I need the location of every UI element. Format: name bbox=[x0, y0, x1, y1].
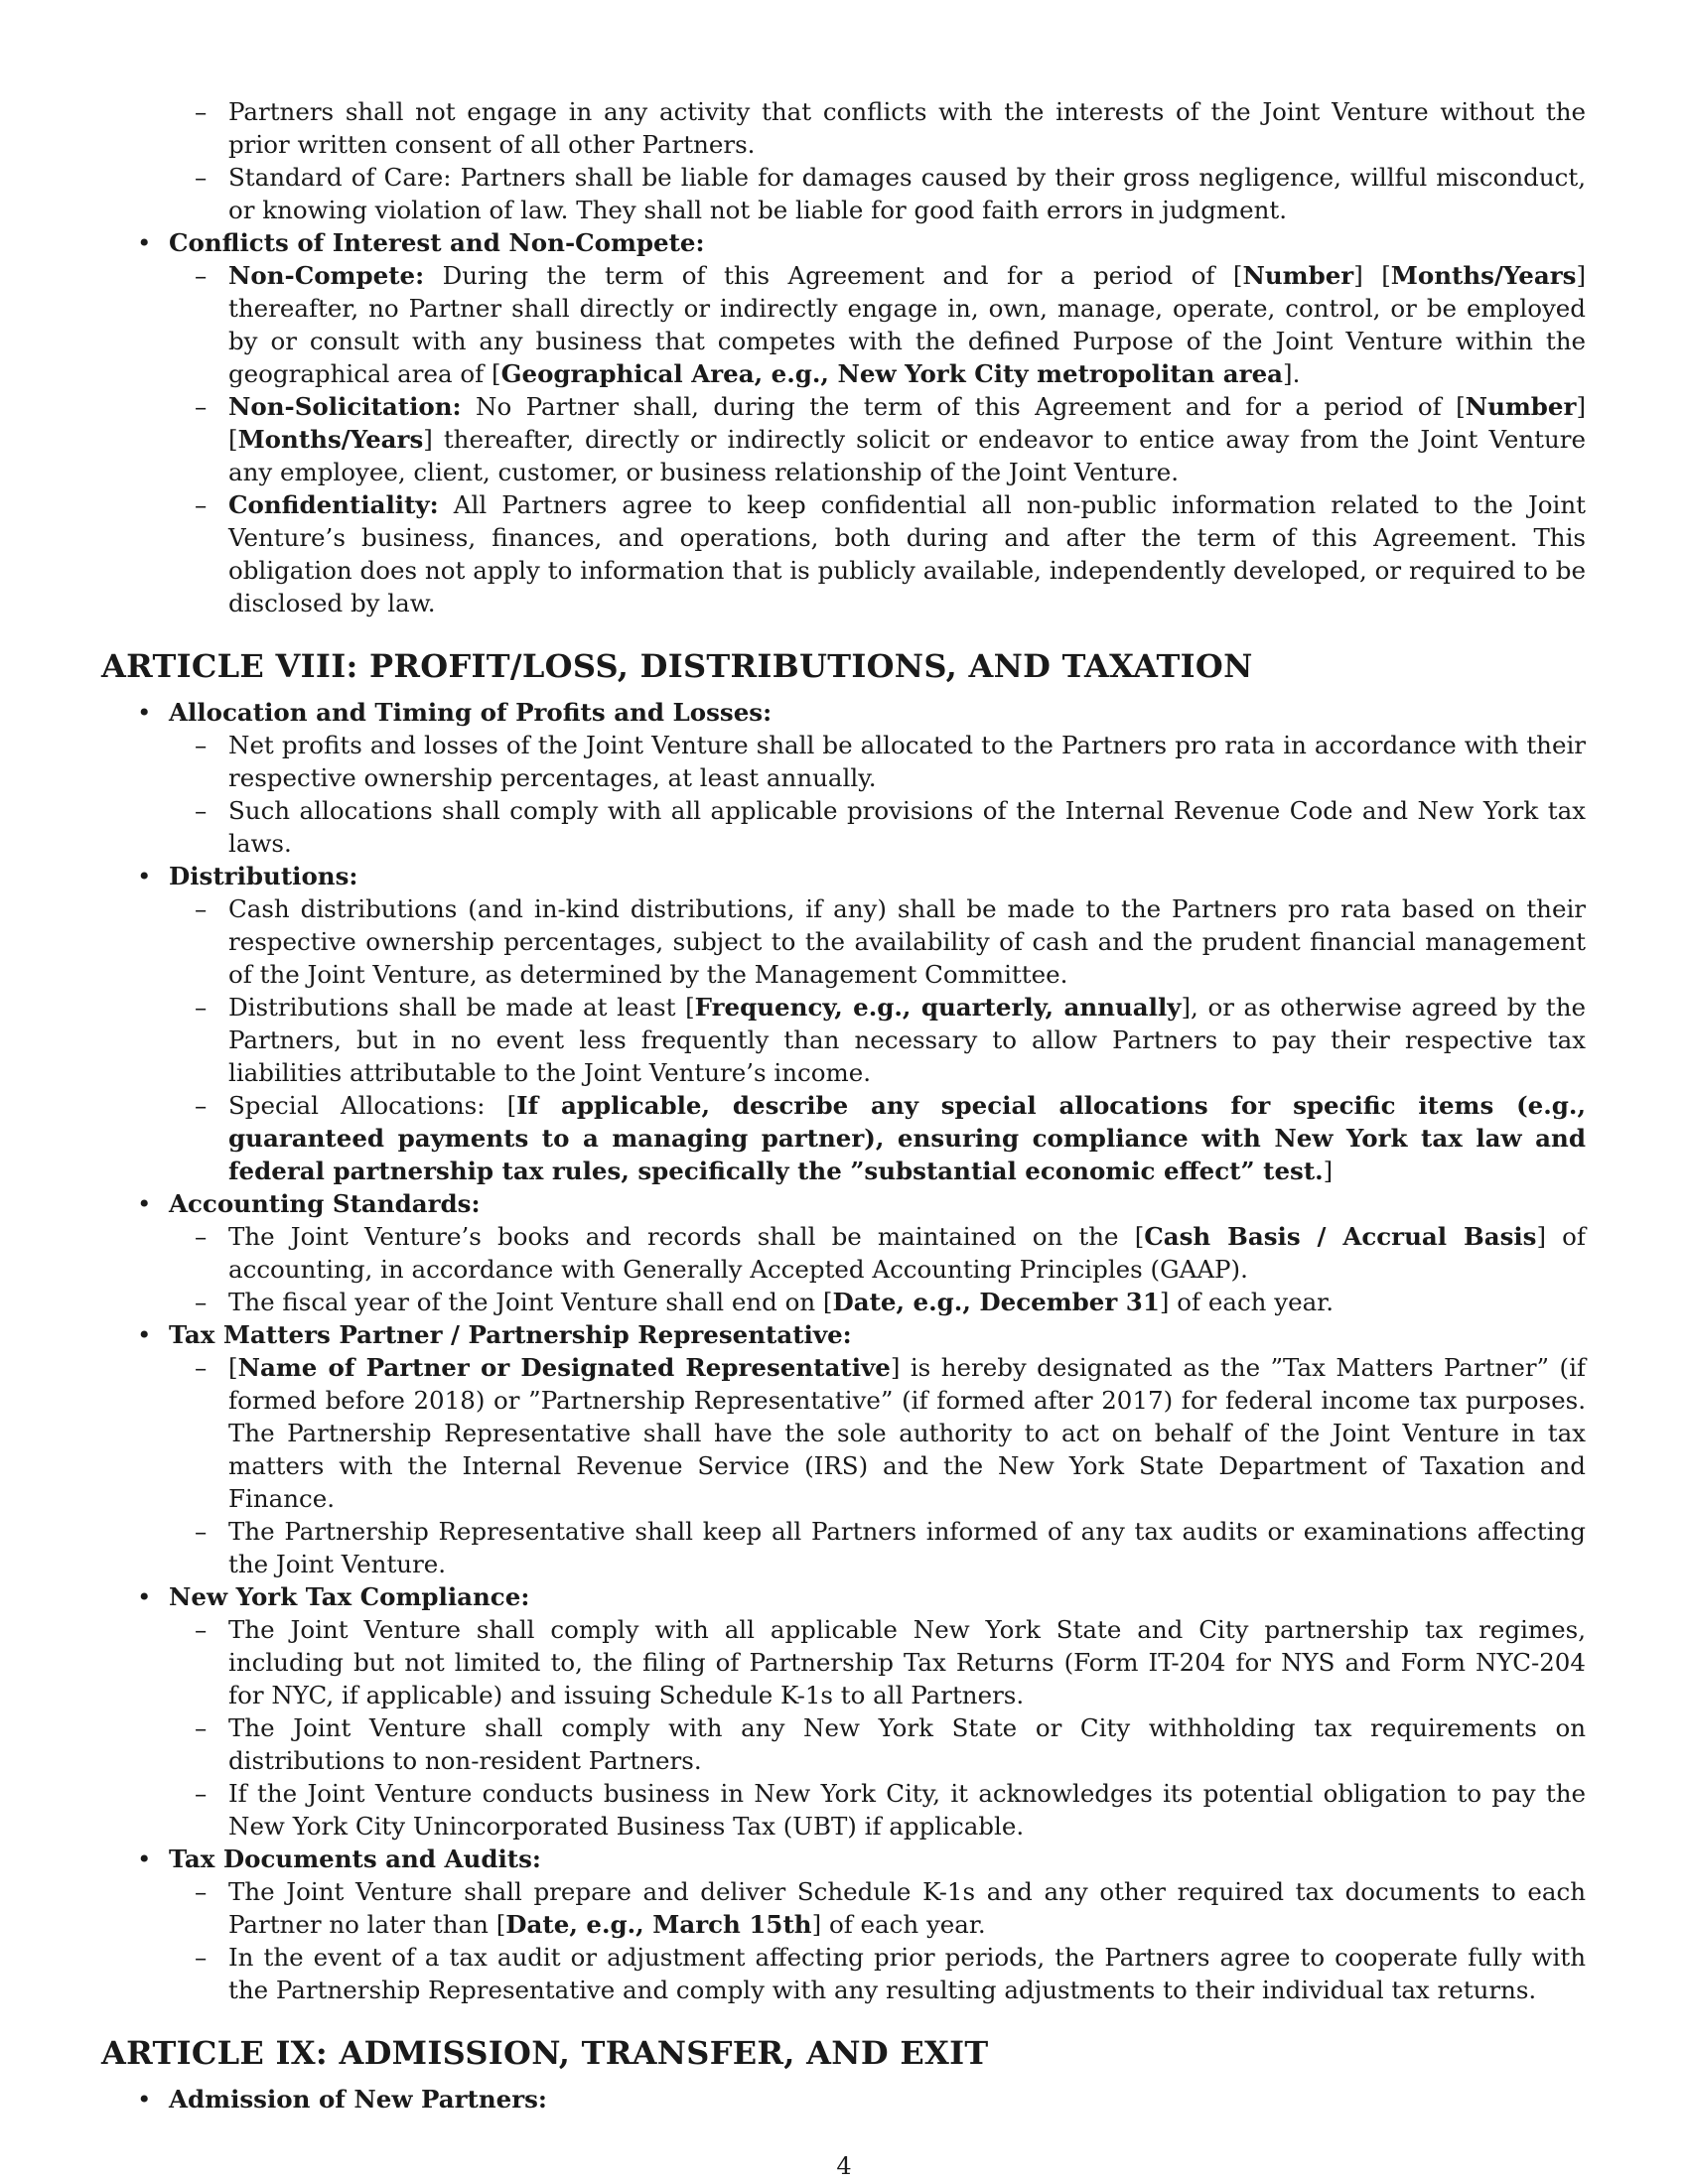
list-item: – Non-Solicitation: No Partner shall, during the term of this Agreement and for a period of [Number] [Months/Years] thereafter, directly or indirectly solicit or endeavor to entice away from the Joint Venture any employee, client, customer, or business relationship of the Joint Venture. bbox=[195, 392, 1586, 486]
section-heading: Tax Matters Partner / Partnership Representative: bbox=[169, 1320, 852, 1349]
section-heading: Conflicts of Interest and Non-Compete: bbox=[169, 228, 705, 257]
bullet-item: • New York Tax Compliance: bbox=[137, 1582, 530, 1611]
list-item: – In the event of a tax audit or adjustment affecting prior periods, the Partners agree to cooperate fully with the Partnership Representative and comply with any resulting adjustments to their individual tax returns. bbox=[195, 1943, 1586, 2004]
bullet-item: • Tax Matters Partner / Partnership Representative: bbox=[137, 1320, 852, 1349]
document-page bbox=[101, 95, 1586, 2116]
article-title: ARTICLE VIII: PROFIT/LOSS, DISTRIBUTIONS, AND TAXATION bbox=[101, 647, 1253, 685]
section-heading: Distributions: bbox=[169, 862, 358, 890]
bullet-item: • Accounting Standards: bbox=[137, 1189, 481, 1218]
list-item: – If the Joint Venture conducts business in New York City, it acknowledges its potential obligation to pay the New York City Unincorporated Business Tax (UBT) if applicable. bbox=[195, 1779, 1586, 1841]
list-item: – Such allocations shall comply with all applicable provisions of the Internal Revenue Code and New York tax laws. bbox=[195, 796, 1586, 858]
list-item: – The Joint Venture shall prepare and deliver Schedule K-1s and any other required tax documents to each Partner no later than [Date, e.g., March 15th] of each year. bbox=[195, 1877, 1586, 1939]
section-heading: Tax Documents and Audits: bbox=[169, 1844, 541, 1873]
bullet-item: • Allocation and Timing of Profits and Losses: bbox=[137, 698, 773, 727]
list-item: – Net profits and losses of the Joint Venture shall be allocated to the Partners pro rata in accordance with their respective ownership percentages, at least annually. bbox=[195, 731, 1586, 792]
list-item: – Non-Compete: During the term of this Agreement and for a period of [Number] [Months/Years] thereafter, no Partner shall directly or indirectly engage in, own, manage, operate, control, or be employed by or consult with any business that competes with the defined Purpose of the Joint Venture within the geographical area of [Geographical Area, e.g., New York City metropolitan area]. bbox=[195, 261, 1587, 388]
list-item: – Confidentiality: All Partners agree to keep confidential all non-public information related to the Joint Venture’s business, finances, and operations, both during and after the term of this Agreement. This obligation does not apply to information that is publicly available, independently developed, or required to be disclosed by law. bbox=[195, 490, 1586, 617]
section-heading: Admission of New Partners: bbox=[169, 2085, 547, 2114]
list-item: – The Partnership Representative shall keep all Partners informed of any tax audits or examinations affecting the Joint Venture. bbox=[195, 1517, 1586, 1578]
list-item: – [Name of Partner or Designated Representative] is hereby designated as the ”Tax Matters Partner” (if formed before 2018) or ”Partnership Representative” (if formed after 2017) for federal income tax purposes. The Partnership Representative shall have the sole authority to act on behalf of the Joint Venture in tax matters with the Internal Revenue Service (IRS) and the New York State Department of Taxation and Finance. bbox=[195, 1353, 1586, 1513]
bullet-item: • Distributions: bbox=[137, 862, 358, 890]
bullet-item: • Admission of New Partners: bbox=[137, 2085, 547, 2114]
section-heading: New York Tax Compliance: bbox=[169, 1582, 530, 1611]
page-number: 4 bbox=[836, 2152, 852, 2180]
list-item: – The Joint Venture shall comply with any New York State or City withholding tax requirements on distributions to non-resident Partners. bbox=[195, 1713, 1586, 1775]
list-item: – Partners shall not engage in any activity that conflicts with the interests of the Joint Venture without the prior written consent of all other Partners. bbox=[195, 97, 1586, 159]
bullet-item: • Tax Documents and Audits: bbox=[137, 1844, 541, 1873]
list-item: – Standard of Care: Partners shall be liable for damages caused by their gross negligence, willful misconduct, or knowing violation of law. They shall not be liable for good faith errors in judgment. bbox=[195, 163, 1586, 224]
bullet-item: • Conflicts of Interest and Non-Compete: bbox=[137, 228, 705, 257]
list-item: – Distributions shall be made at least [Frequency, e.g., quarterly, annually], or as otherwise agreed by the Partners, but in no event less frequently than necessary to allow Partners to pay their respective tax liabilities attributable to the Joint Venture’s income. bbox=[195, 993, 1587, 1087]
list-item: – The Joint Venture’s books and records shall be maintained on the [Cash Basis / Accrual Basis] of accounting, in accordance with Generally Accepted Accounting Principles (GAAP). bbox=[195, 1222, 1586, 1284]
list-item: – Special Allocations: [If applicable, describe any special allocations for specific items (e.g., guaranteed payments to a managing partner), ensuring compliance with New York tax law and federal partnership tax rules, specifically the ”substantial economic effect” test.] bbox=[195, 1091, 1586, 1185]
article-title: ARTICLE IX: ADMISSION, TRANSFER, AND EXIT bbox=[101, 2034, 989, 2072]
list-item: – The Joint Venture shall comply with all applicable New York State and City partnership tax regimes, including but not limited to, the filing of Partnership Tax Returns (Form IT-204 for NYS and Form NYC-204 for NYC, if applicable) and issuing Schedule K-1s to all Partners. bbox=[195, 1615, 1586, 1709]
section-heading: Allocation and Timing of Profits and Losses: bbox=[169, 698, 773, 727]
list-item: – Cash distributions (and in-kind distributions, if any) shall be made to the Partners pro rata based on their respective ownership percentages, subject to the availability of cash and the prudent financial management of the Joint Venture, as determined by the Management Committee. bbox=[195, 894, 1586, 989]
list-item: – The fiscal year of the Joint Venture shall end on [Date, e.g., December 31] of each year. bbox=[195, 1288, 1334, 1316]
section-heading: Accounting Standards: bbox=[169, 1189, 481, 1218]
